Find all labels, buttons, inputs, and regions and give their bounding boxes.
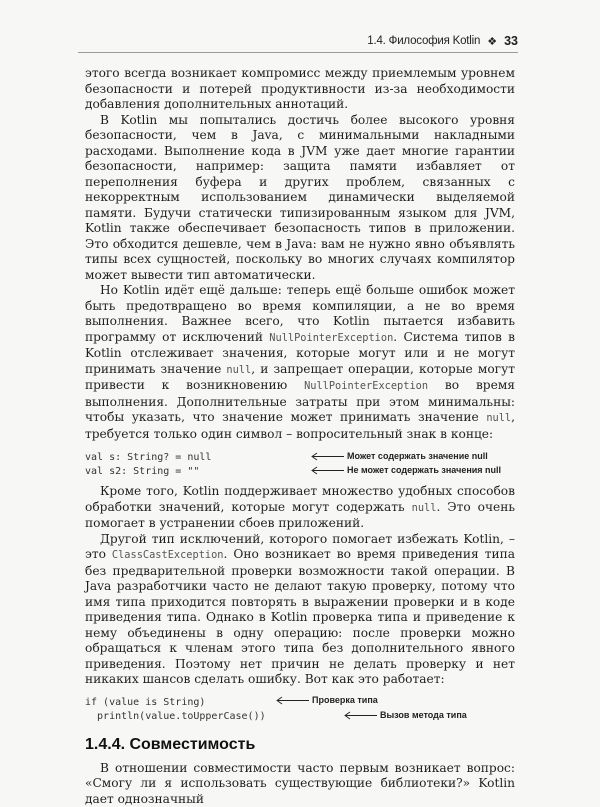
text-run: Кроме того, Kotlin поддерживает множество удобных способов обработки значений, которые могут содержать [85,484,515,514]
inline-code: NullPointerException [269,332,393,344]
left-arrow-icon [310,452,344,461]
header-text [367,34,518,48]
annotation-label: Не может содержать значения null [347,463,501,479]
annotation-label: Вызов метода типа [380,708,467,724]
annotation-label: Проверка типа [312,693,378,709]
page-number: 33 [504,34,518,48]
inline-code: null [412,502,437,514]
annotation-label: Может содержать значение null [347,449,488,465]
text-run: , требуется только один символ – вопросительный знак в конце: [85,410,515,441]
text-run: Другой тип исключений, которого помогает избежать Kotlin, – это [85,532,515,562]
paragraph: этого всегда возникает компромисс между приемлемым уровнем безопасности и потерей продуктивности из-за необходимости добавления дополнительных аннотаций. [85,66,515,113]
code-line: println(value.toUpperCase()) [85,709,266,725]
code-listing [85,446,515,479]
paragraph [85,484,515,532]
code-annotation [275,693,378,709]
inline-code: null [226,364,251,376]
text-run: , и запрещает операции, которые могут привести к возникновению [85,362,515,393]
code-line: if (value is String) [85,695,205,711]
section-heading: 1.4.4. Совместимость [85,736,515,754]
inline-code: NullPointerException [304,380,428,392]
paragraph: В отношении совместимости часто первым возникает вопрос: «Смогу ли я использовать существующие библиотеки?» Kotlin дает однозначный [85,761,515,807]
left-arrow-icon [343,711,377,720]
paragraph [85,532,515,688]
paragraph [85,283,515,442]
text-run: во время выполнения. Дополнительные затраты при этом минимальны: чтобы указать, что значение может принимать значение [85,378,515,424]
text-run: . Система типов в Kotlin отслеживает значения, которые могут или и не могут принимать значение [85,330,515,376]
inline-code: ClassCastException [112,549,224,561]
code-line: val s2: String = "" [85,464,199,480]
code-annotation [310,463,501,479]
code-line: val s: String? = null [85,450,211,466]
running-title: 1.4. Философия Kotlin [367,35,480,47]
text-run: . Оно возникает во время приведения типа без предварительной проверки возможности такой операции. В Java разработчики часто не делают такую проверку, потому что имя типа приходится повторять в выражении проверки и в коде приведения типа. Однако в Kotlin проверка типа и приведение к нему объединены в одну операцию: после проверки можно обращаться к членам этого типа без дополнительного явного приведения. Поэтому нет причин не делать проверку и нет никаких шансов сделать ошибку. Вот как это работает: [85,547,515,686]
left-arrow-icon [310,466,344,475]
inline-code: null [486,412,511,424]
text-run: . Это очень помогает в устранении сбоев приложений. [85,500,515,531]
code-annotation [343,708,467,724]
text-run: Но Kotlin идёт ещё дальше: теперь ещё больше ошибок может быть предотвращено во время компиляции, а не во время выполнения. Важнее всего, что Kotlin пытается избавить программу от исключений [85,283,515,344]
page-header [78,28,518,53]
left-arrow-icon [275,696,309,705]
page-content [85,66,515,807]
diamond-ornament-icon: ❖ [487,35,497,48]
code-listing [85,692,515,722]
paragraph: В Kotlin мы попытались достичь более высокого уровня безопасности, чем в Java, с минимальными накладными расходами. Выполнение кода в JVM уже дает многие гарантии безопасности, например: защита памяти избавляет от переполнения буфера и других проблем, связанных с некорректным использованием динамически выделяемой памяти. Будучи статически типизированным языком для JVM, Kotlin также обеспечивает безопасность типов в приложении. Это обходится дешевле, чем в Java: вам не нужно явно объявлять типы всех сущностей, поскольку во многих случаях компилятор может вывести тип автоматически. [85,113,515,284]
